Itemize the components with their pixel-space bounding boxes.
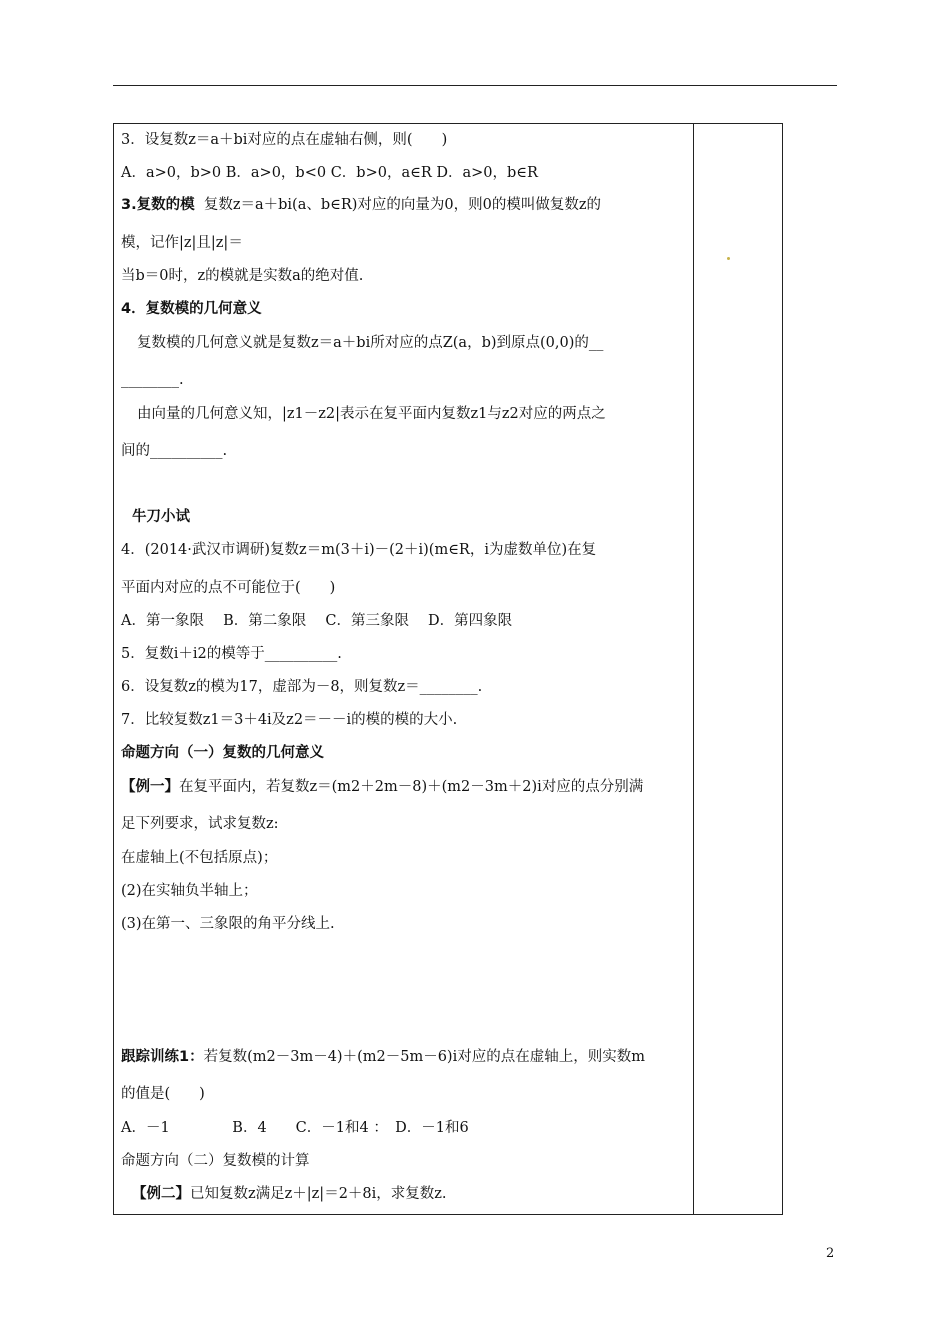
example1-tag: 【例一】 bbox=[121, 779, 179, 795]
section3-text1: 复数z＝a＋bi(a、b∈R)对应的向量为0，则0的模叫做复数z的 bbox=[203, 197, 602, 213]
section4-p1-line2: ________. bbox=[121, 372, 184, 388]
follow-text: 若复数(m2－3m－4)＋(m2－5m－6)i对应的点在虚轴上，则实数m bbox=[203, 1049, 645, 1065]
q6: 6．设复数z的模为17，虚部为－8，则复数z＝________. bbox=[121, 679, 483, 695]
example1-item2: (2)在实轴负半轴上； bbox=[121, 883, 258, 899]
section4-p2-line2: 间的__________. bbox=[121, 443, 228, 459]
section4-p1-line1: 复数模的几何意义就是复数z＝a＋bi所对应的点Z(a，b)到原点(0,0)的__ bbox=[137, 335, 604, 351]
example2-line bbox=[132, 1184, 447, 1204]
practice-heading: 牛刀小试 bbox=[132, 509, 190, 525]
stray-dot bbox=[727, 257, 730, 260]
example1-item3: (3)在第一、三象限的角平分线上. bbox=[121, 916, 335, 932]
q3-stem: 3．设复数z＝a＋bi对应的点在虚轴右侧，则( ) bbox=[121, 132, 448, 148]
q7: 7．比较复数z1＝3＋4i及z2＝－－i的模的模的大小. bbox=[121, 712, 458, 728]
example2-tag: 【例二】 bbox=[132, 1186, 190, 1202]
section3-line3: 当b＝0时，z的模就是实数a的绝对值. bbox=[121, 268, 364, 284]
section4-p2-line1: 由向量的几何意义知，|z1－z2|表示在复平面内复数z1与z2对应的两点之 bbox=[137, 406, 606, 422]
q4-line2: 平面内对应的点不可能位于( ) bbox=[121, 580, 336, 596]
section3-line1 bbox=[121, 195, 601, 215]
example1-line1 bbox=[121, 777, 643, 797]
section3-line2: 模，记作|z|且|z|＝ bbox=[121, 235, 243, 251]
page-number: 2 bbox=[826, 1246, 835, 1261]
section4-heading: 4．复数模的几何意义 bbox=[121, 301, 262, 317]
header-rule bbox=[113, 85, 837, 86]
follow-tag: 跟踪训练1： bbox=[121, 1049, 204, 1065]
q4-line1: 4．(2014·武汉市调研)复数z＝m(3＋i)－(2＋i)(m∈R，i为虚数单位)在复 bbox=[121, 542, 597, 558]
follow-options: A．－1 B．4 C．－1和4 ： D．－1和6 bbox=[121, 1120, 469, 1136]
example1-line2: 足下列要求，试求复数z: bbox=[121, 816, 279, 832]
follow-line1 bbox=[121, 1047, 645, 1067]
example1-item1: 在虚轴上(不包括原点)； bbox=[121, 850, 278, 866]
table-column-divider bbox=[693, 123, 694, 1215]
example2-text: 已知复数z满足z＋|z|＝2＋8i，求复数z. bbox=[190, 1186, 447, 1202]
topic1-heading: 命题方向（一）复数的几何意义 bbox=[121, 745, 324, 761]
follow-line2: 的值是( ) bbox=[121, 1086, 205, 1102]
q5: 5．复数i＋i2的模等于__________. bbox=[121, 646, 342, 662]
q4-options: A．第一象限 B．第二象限 C．第三象限 D．第四象限 bbox=[121, 613, 513, 629]
example1-text: 在复平面内，若复数z＝(m2＋2m－8)＋(m2－3m＋2)i对应的点分别满 bbox=[179, 779, 644, 795]
section3-heading: 3.复数的模 bbox=[121, 197, 195, 213]
topic2-heading: 命题方向（二）复数模的计算 bbox=[121, 1153, 310, 1169]
q3-options: A．a>0，b>0 B．a>0，b<0 C．b>0，a∈R D．a>0，b∈R bbox=[121, 165, 538, 181]
